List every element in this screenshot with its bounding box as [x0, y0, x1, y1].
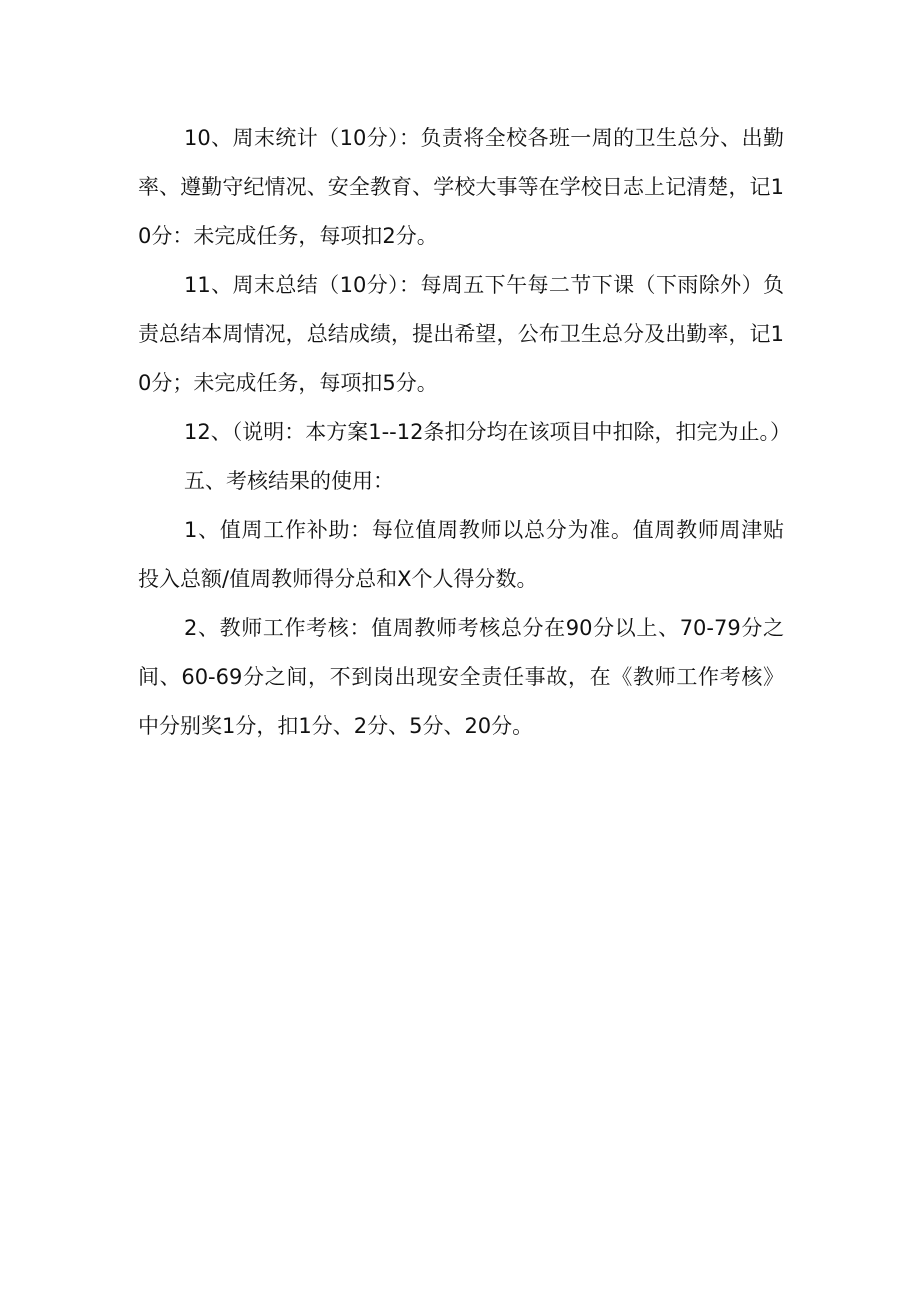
paragraph-weekend-statistics: 10、周末统计（10分）：负责将全校各班一周的卫生总分、出勤率、遵勤守纪情况、安全教育、学校大事等在学校日志上记清楚，记10分：未完成任务，每项扣2分。: [138, 126, 784, 248]
section-heading-results-usage: 五、考核结果的使用：: [184, 469, 394, 493]
paragraph-teacher-assessment: 2、教师工作考核：值周教师考核总分在90分以上、70-79分之间、60-69分之间，不到岗出现安全责任事故，在《教师工作考核》中分别奖1分，扣1分、2分、5分、20分。: [138, 616, 784, 738]
paragraph-duty-subsidy: 1、值周工作补助：每位值周教师以总分为准。值周教师周津贴投入总额/值周教师得分总和X个人得分数。: [138, 518, 784, 591]
paragraph-weekend-summary: 11、周末总结（10分）：每周五下午每二节下课（下雨除外）负责总结本周情况，总结成绩，提出希望，公布卫生总分及出勤率，记10分；未完成任务，每项扣5分。: [138, 273, 784, 395]
paragraph-note: 12、（说明：本方案1--12条扣分均在该项目中扣除，扣完为止。）: [184, 420, 791, 444]
document-page: [138, 114, 791, 751]
